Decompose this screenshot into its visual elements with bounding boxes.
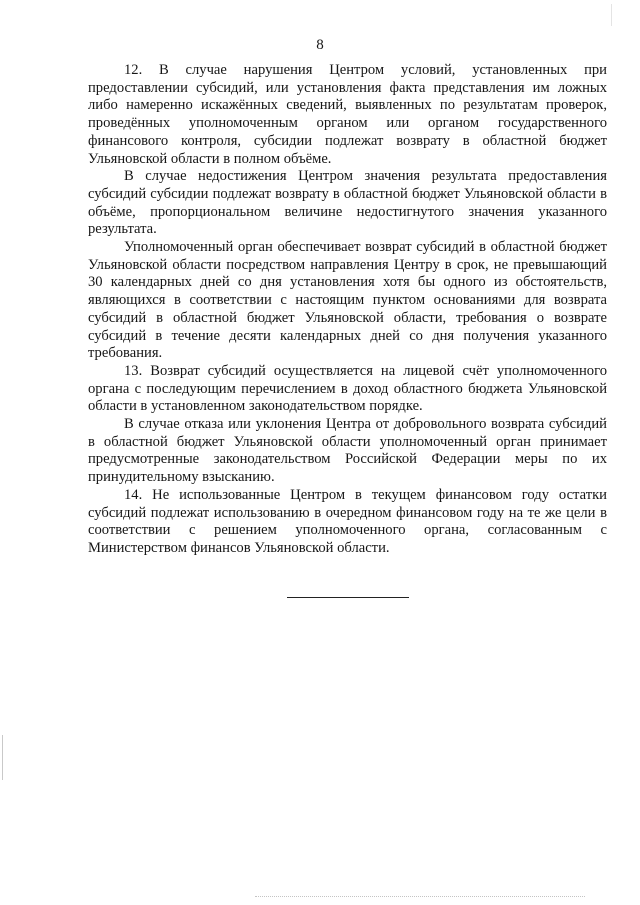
- paragraph-refusal-enforcement: В случае отказа или уклонения Центра от добровольного возврата субсидий в областной бюджет Ульяновской области уполномоченный орган принимает предусмотренные законодательством Российской Федерации меры по их принудительному взысканию.: [88, 416, 607, 486]
- paragraph-14-unused-balances: 14. Не использованные Центром в текущем финансовом году остатки субсидий подлежат использованию в очередном финансовом году на те же цели в соответствии с решением уполномоченного органа, согласованным с Министерством финансов Ульяновской области.: [88, 486, 607, 556]
- paragraph-13-return-account: 13. Возврат субсидий осуществляется на лицевой счёт уполномоченного органа с последующим перечислением в доход областного бюджета Ульяновской области в установленном законодательством порядке.: [88, 362, 607, 415]
- scan-bottom-artifact: [255, 896, 585, 898]
- closing-divider: [287, 597, 409, 598]
- document-body: [88, 62, 607, 558]
- scan-margin-mark: [2, 735, 3, 780]
- scan-corner-mark: [611, 4, 612, 26]
- paragraph-return-procedure: Уполномоченный орган обеспечивает возврат субсидий в областной бюджет Ульяновской области посредством направления Центру в срок, не превышающий 30 календарных дней со дня установления хотя бы одного из обстоятельств, являющихся в соответствии с настоящим пунктом основаниями для возврата субсидий в областной бюджет Ульяновской области, требования о возврате субсидий в течение десяти календарных дней со дня получения указанного требования.: [88, 239, 607, 362]
- page-number: 8: [316, 37, 324, 53]
- paragraph-return-on-non-achievement: В случае недостижения Центром значения результата предоставления субсидий субсидии подлежат возврату в областной бюджет Ульяновской области в объёме, пропорциональном величине недостигнутого значения указанного результата.: [88, 168, 607, 238]
- paragraph-12-return-on-violation: 12. В случае нарушения Центром условий, установленных при предоставлении субсидий, или установления факта представления им ложных либо намеренно искажённых сведений, выявленных по результатам проверок, проведённых уполномоченным органом или органом государственного финансового контроля, субсидии подлежат возврату в областной бюджет Ульяновской области в полном объёме.: [88, 62, 607, 167]
